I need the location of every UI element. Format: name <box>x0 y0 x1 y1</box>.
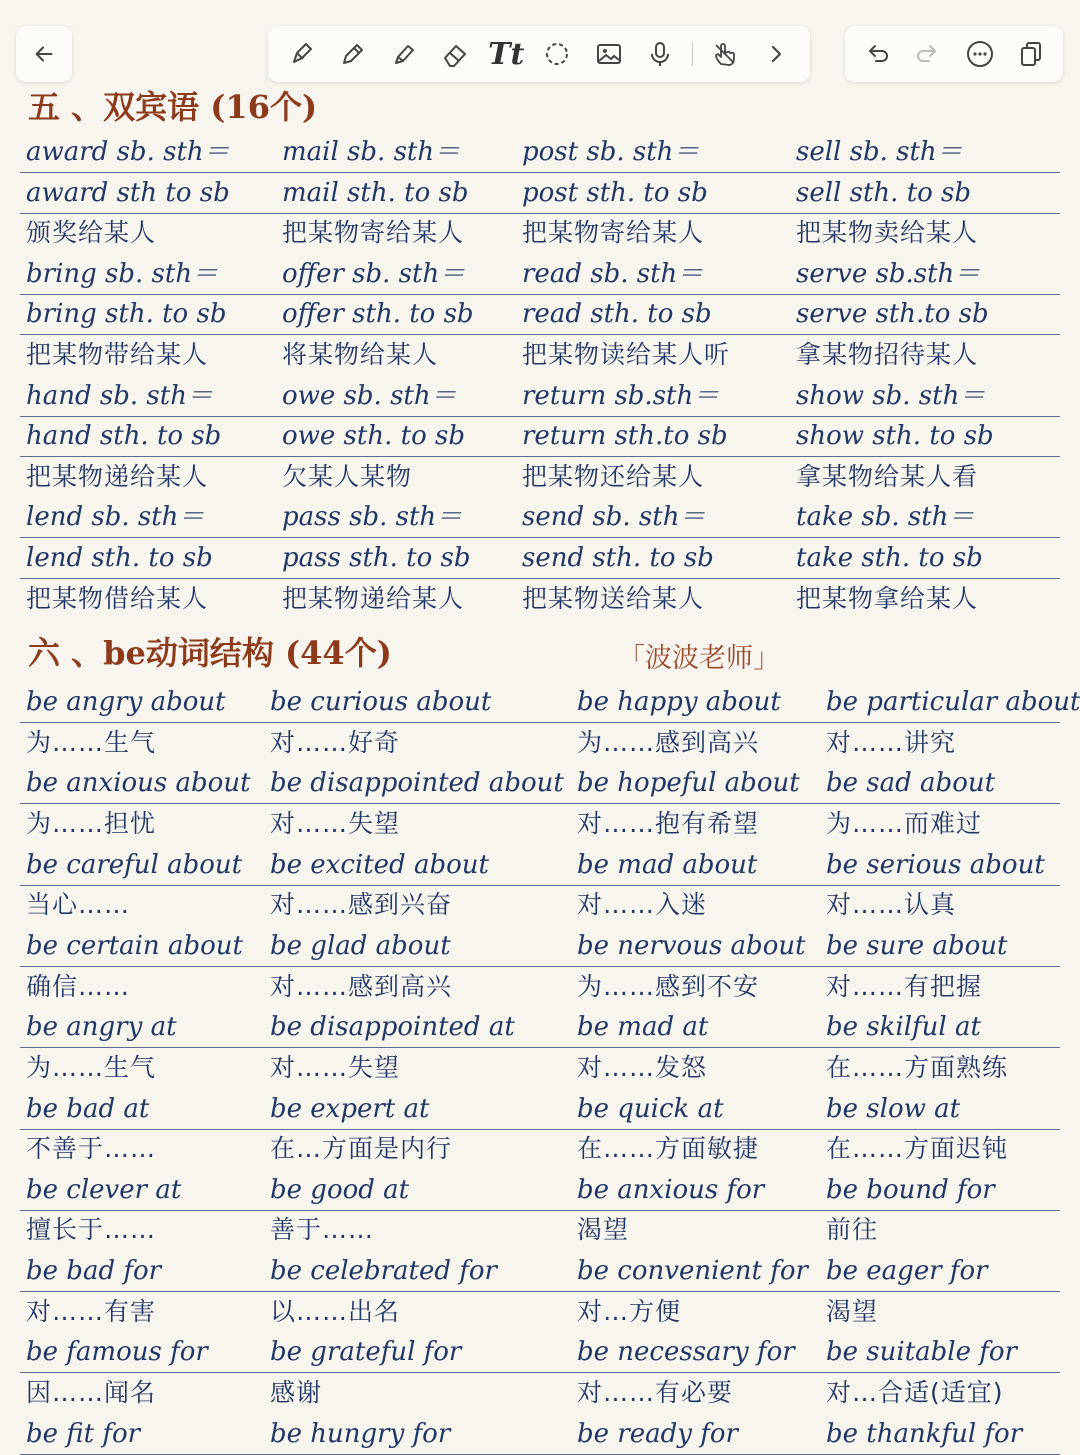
phrase-cell: be angry at <box>26 1012 177 1043</box>
phrase-cell: be famous for <box>26 1337 208 1368</box>
translation-cell: 把某物还给某人 <box>522 461 705 491</box>
phrase-cell: bring sb. sth＝ <box>26 258 219 289</box>
note-row <box>20 457 1060 497</box>
translation-cell: 为……而难过 <box>826 808 983 838</box>
phrase-cell: be curious about <box>270 687 492 717</box>
phrase-cell: be skilful at <box>826 1012 981 1043</box>
phrase-cell: be suitable for <box>826 1337 1017 1368</box>
translation-cell: 对……好奇 <box>270 727 401 757</box>
note-row <box>20 682 1080 723</box>
translation-cell: 在…方面是内行 <box>270 1134 453 1164</box>
phrase-cell: be celebrated for <box>270 1256 497 1287</box>
note-row <box>20 294 1060 335</box>
phrase-cell: mail sb. sth＝ <box>282 137 461 167</box>
teacher-signature: 「波波老师」 <box>618 643 780 674</box>
image-icon <box>595 40 623 68</box>
note-row <box>20 1292 1060 1332</box>
drawing-tools-toolbar <box>268 26 810 82</box>
translation-cell: 对…合适(适宜) <box>826 1378 1004 1408</box>
note-row <box>20 845 1060 886</box>
translation-cell: 拿某物给某人看 <box>796 461 979 491</box>
note-row <box>20 1170 1060 1211</box>
note-row <box>20 1129 1060 1169</box>
phrase-cell: be ready for <box>577 1418 738 1449</box>
note-row <box>20 416 1060 457</box>
toolbar-separator <box>692 42 693 66</box>
phrase-cell: read sth. to sb <box>522 299 712 330</box>
back-button[interactable] <box>16 26 72 82</box>
note-row <box>20 1414 1060 1455</box>
phrase-cell: be hungry for <box>270 1418 451 1449</box>
translation-cell: 善于…… <box>270 1215 375 1245</box>
section6-heading: 六 、be动词结构 (44个) <box>28 634 392 672</box>
translation-cell: 对……有必要 <box>577 1378 734 1408</box>
note-row <box>20 1089 1060 1130</box>
translation-cell: 对……讲究 <box>826 727 957 757</box>
note-row <box>20 1332 1060 1373</box>
touch-hand-icon <box>711 40 739 68</box>
note-row <box>20 213 1060 253</box>
phrase-cell: pass sth. to sb <box>282 543 471 573</box>
translation-cell: 为……感到不安 <box>577 971 760 1001</box>
phrase-cell: owe sth. to sb <box>282 421 465 452</box>
note-row <box>20 1048 1060 1088</box>
translation-cell: 把某物拿给某人 <box>796 583 979 613</box>
note-row <box>20 173 1060 214</box>
redo-button[interactable] <box>909 35 947 73</box>
highlighter-tool-button[interactable] <box>385 35 423 73</box>
phrase-cell: return sb.sth＝ <box>522 380 720 411</box>
phrase-cell: bring sth. to sb <box>26 299 227 330</box>
translation-cell: 对…方便 <box>577 1296 682 1326</box>
pen-icon <box>288 40 316 68</box>
phrase-cell: be angry about <box>26 687 226 717</box>
more-options-button[interactable] <box>961 35 999 73</box>
arrow-left-icon <box>31 41 57 67</box>
translation-cell: 以……出名 <box>270 1296 401 1326</box>
note-row <box>20 538 1060 579</box>
phrase-cell: be glad about <box>270 930 451 961</box>
note-row <box>20 376 1060 417</box>
translation-cell: 确信…… <box>26 971 131 1001</box>
translation-cell: 当心…… <box>26 890 131 920</box>
lasso-icon <box>543 40 571 68</box>
translation-cell: 对……认真 <box>826 890 957 920</box>
note-row <box>20 254 1060 295</box>
section5-heading: 五 、双宾语 (16个) <box>28 88 318 126</box>
translation-cell: 为……感到高兴 <box>577 727 760 757</box>
undo-icon <box>863 40 891 68</box>
phrase-cell: be eager for <box>826 1256 988 1287</box>
phrase-cell: be disappointed about <box>270 768 564 799</box>
translation-cell: 对……发怒 <box>577 1052 708 1082</box>
eraser-tool-button[interactable] <box>436 35 474 73</box>
phrase-cell: be bad for <box>26 1256 162 1287</box>
phrase-cell: pass sb. sth＝ <box>282 502 463 533</box>
phrase-cell: be happy about <box>577 687 781 717</box>
note-row <box>20 132 1060 173</box>
phrase-cell: send sb. sth＝ <box>522 502 706 533</box>
note-row <box>20 804 1060 844</box>
pages-icon <box>1017 40 1045 68</box>
translation-cell: 把某物递给某人 <box>282 583 465 613</box>
translation-cell: 在……方面熟练 <box>826 1052 1009 1082</box>
phrase-cell: mail sth. to sb <box>282 177 469 208</box>
translation-cell: 把某物读给某人听 <box>522 340 731 369</box>
note-row <box>20 1251 1060 1292</box>
phrase-cell: award sb. sth＝ <box>26 137 230 167</box>
phrase-cell: be fit for <box>26 1418 141 1449</box>
phrase-cell: award sth to sb <box>26 177 230 208</box>
translation-cell: 对……有把握 <box>826 971 983 1001</box>
document-actions-toolbar <box>845 26 1063 82</box>
phrase-cell: offer sth. to sb <box>282 299 474 330</box>
phrase-cell: serve sb.sth＝ <box>796 258 981 289</box>
text-tool-icon: Tt <box>488 36 525 72</box>
translation-cell: 把某物寄给某人 <box>282 218 465 248</box>
phrase-cell: be good at <box>270 1174 410 1205</box>
phrase-cell: be bound for <box>826 1174 995 1205</box>
more-tools-button[interactable] <box>757 35 795 73</box>
note-row <box>20 926 1060 967</box>
phrase-cell: be mad about <box>577 849 758 880</box>
image-tool-button[interactable] <box>590 35 628 73</box>
phrase-cell: read sb. sth＝ <box>522 258 704 289</box>
translation-cell: 在……方面敏捷 <box>577 1134 760 1164</box>
note-row <box>20 497 1060 538</box>
text-tool-button[interactable] <box>487 35 525 73</box>
phrase-cell: be slow at <box>826 1093 961 1124</box>
phrase-cell: return sth.to sb <box>522 421 728 452</box>
translation-cell: 擅长于…… <box>26 1215 157 1245</box>
note-row <box>20 763 1060 804</box>
phrase-cell: be clever at <box>26 1174 182 1205</box>
phrase-cell: lend sth. to sb <box>26 543 213 573</box>
phrase-cell: owe sb. sth＝ <box>282 380 457 411</box>
phrase-cell: be sad about <box>826 768 996 799</box>
note-row <box>20 1373 1060 1413</box>
phrase-cell: post sb. sth＝ <box>522 137 700 167</box>
touch-draw-button[interactable] <box>706 35 744 73</box>
note-row <box>20 579 1060 619</box>
translation-cell: 欠某人某物 <box>282 461 413 491</box>
phrase-cell: hand sb. sth＝ <box>26 380 213 411</box>
translation-cell: 对……失望 <box>270 808 401 838</box>
translation-cell: 对……感到兴奋 <box>270 890 453 920</box>
phrase-cell: be anxious for <box>577 1174 765 1205</box>
more-icon <box>966 40 994 68</box>
phrase-cell: be quick at <box>577 1093 724 1124</box>
translation-cell: 把某物寄给某人 <box>522 218 705 248</box>
translation-cell: 为……生气 <box>26 1052 157 1082</box>
translation-cell: 把某物送给某人 <box>522 583 705 613</box>
translation-cell: 为……生气 <box>26 727 157 757</box>
translation-cell: 在……方面迟钝 <box>826 1134 1009 1164</box>
translation-cell: 对……入迷 <box>577 890 708 920</box>
lasso-tool-button[interactable] <box>538 35 576 73</box>
translation-cell: 渴望 <box>826 1296 879 1326</box>
translation-cell: 因……闻名 <box>26 1378 157 1408</box>
phrase-cell: be expert at <box>270 1093 430 1124</box>
phrase-cell: be certain about <box>26 930 243 961</box>
phrase-cell: sell sth. to sb <box>796 177 972 208</box>
note-row <box>20 335 1060 375</box>
eraser-icon <box>441 40 469 68</box>
note-row <box>20 1210 1060 1250</box>
translation-cell: 颁奖给某人 <box>26 218 157 248</box>
phrase-cell: be excited about <box>270 849 489 880</box>
redo-icon <box>914 40 942 68</box>
microphone-tool-button[interactable] <box>641 35 679 73</box>
note-row <box>20 885 1060 925</box>
phrase-cell: be bad at <box>26 1093 150 1124</box>
phrase-cell: take sth. to sb <box>796 543 983 573</box>
translation-cell: 感谢 <box>270 1378 323 1408</box>
phrase-cell: be anxious about <box>26 768 251 799</box>
phrase-cell: be careful about <box>26 849 243 880</box>
translation-cell: 把某物带给某人 <box>26 340 209 369</box>
phrase-cell: be thankful for <box>826 1418 1023 1449</box>
phrase-cell: be disappointed at <box>270 1012 515 1043</box>
phrase-cell: be grateful for <box>270 1337 462 1368</box>
translation-cell: 拿某物招待某人 <box>796 340 979 369</box>
phrase-cell: hand sth. to sb <box>26 421 222 452</box>
phrase-cell: be serious about <box>826 849 1045 880</box>
translation-cell: 对……抱有希望 <box>577 808 760 838</box>
translation-cell: 将某物给某人 <box>282 340 439 369</box>
note-row <box>20 723 1060 763</box>
highlighter-icon <box>390 40 418 68</box>
phrase-cell: offer sb. sth＝ <box>282 258 466 289</box>
phrase-cell: sell sb. sth＝ <box>796 137 963 167</box>
phrase-cell: show sth. to sb <box>796 421 994 452</box>
phrase-cell: lend sb. sth＝ <box>26 502 205 533</box>
microphone-icon <box>646 40 674 68</box>
note-row <box>20 967 1060 1007</box>
pencil-icon <box>339 40 367 68</box>
phrase-cell: show sb. sth＝ <box>796 380 986 411</box>
undo-button[interactable] <box>858 35 896 73</box>
phrase-cell: serve sth.to sb <box>796 299 989 330</box>
pen-tool-button[interactable] <box>283 35 321 73</box>
pages-button[interactable] <box>1012 35 1050 73</box>
phrase-cell: be hopeful about <box>577 768 800 799</box>
phrase-cell: be convenient for <box>577 1256 808 1287</box>
phrase-cell: post sth. to sb <box>522 177 708 208</box>
translation-cell: 对……感到高兴 <box>270 971 453 1001</box>
translation-cell: 把某物借给某人 <box>26 583 209 613</box>
translation-cell: 为……担忧 <box>26 808 157 838</box>
translation-cell: 对……失望 <box>270 1052 401 1082</box>
note-row <box>20 1007 1060 1048</box>
phrase-cell: be particular about <box>826 687 1080 717</box>
translation-cell: 渴望 <box>577 1215 630 1245</box>
phrase-cell: be necessary for <box>577 1337 795 1368</box>
phrase-cell: be sure about <box>826 930 1008 961</box>
phrase-cell: be nervous about <box>577 930 806 961</box>
translation-cell: 前往 <box>826 1215 879 1245</box>
pencil-tool-button[interactable] <box>334 35 372 73</box>
phrase-cell: be mad at <box>577 1012 709 1043</box>
translation-cell: 把某物递给某人 <box>26 461 209 491</box>
chevron-right-icon <box>762 40 790 68</box>
translation-cell: 不善于…… <box>26 1134 157 1164</box>
phrase-cell: send sth. to sb <box>522 543 714 573</box>
translation-cell: 把某物卖给某人 <box>796 218 979 248</box>
translation-cell: 对……有害 <box>26 1296 157 1326</box>
phrase-cell: take sb. sth＝ <box>796 502 975 533</box>
